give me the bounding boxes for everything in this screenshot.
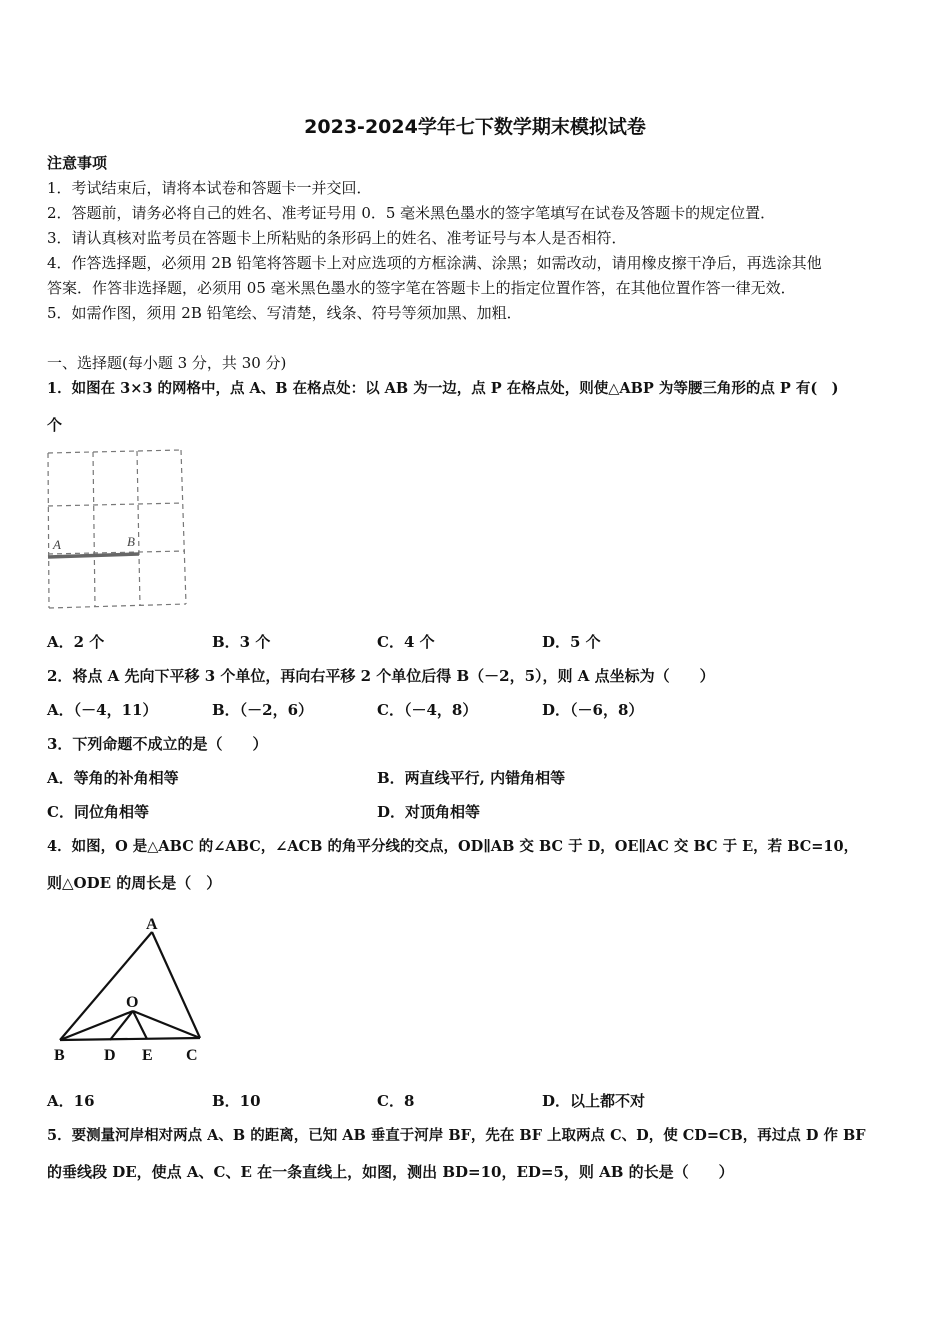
notice-item: 答案．作答非选择题，必须用 05 毫米黑色墨水的签字笔在答题卡上的指定位置作答，在其他位置作答一律无效． <box>47 279 796 297</box>
q4-option-a[interactable]: A．16 <box>47 1092 95 1110</box>
q3-option-c[interactable]: C．同位角相等 <box>47 803 149 821</box>
q4-label-a: A <box>146 916 158 933</box>
q1-segment-ab <box>48 554 139 557</box>
notice-item: 2．答题前，请务必将自己的姓名、准考证号用 0．5 毫米黑色墨水的签字笔填写在试卷及答题卡的规定位置． <box>47 204 776 222</box>
q4-triangle-figure <box>46 910 216 1070</box>
q2-stem: 2．将点 A 先向下平移 3 个单位，再向右平移 2 个单位后得 B（－2，5），则 A 点坐标为（ ） <box>47 667 715 685</box>
q4-label-o: O <box>126 994 139 1011</box>
notice-item: 4．作答选择题，必须用 2B 铅笔将答题卡上对应选项的方框涂满、涂黑；如需改动，请用橡皮擦干净后，再选涂其他 <box>47 254 822 272</box>
notice-item: 3．请认真核对监考员在答题卡上所粘贴的条形码上的姓名、准考证号与本人是否相符． <box>47 229 627 247</box>
notice-item: 1．考试结束后，请将本试卷和答题卡一并交回． <box>47 179 372 197</box>
q4-label-d: D <box>104 1047 116 1064</box>
q4-option-d[interactable]: D．以上都不对 <box>542 1092 646 1110</box>
q1-option-c[interactable]: C．4 个 <box>377 633 435 651</box>
q2-option-b[interactable]: B．（－2，6） <box>212 701 314 719</box>
q1-stem-cont: 个 <box>47 416 63 434</box>
notice-heading: 注意事项 <box>47 154 108 172</box>
q4-stem: 4．如图，O 是△ABC 的∠ABC，∠ACB 的角平分线的交点，OD∥AB 交 BC 于 D，OE∥AC 交 BC 于 E，若 BC=10， <box>47 838 859 855</box>
page-title: 2023-2024学年七下数学期末模拟试卷 <box>304 116 646 138</box>
section-heading: 一、选择题(每小题 3 分，共 30 分) <box>47 354 287 372</box>
q3-stem: 3．下列命题不成立的是（ ） <box>47 735 268 753</box>
q3-option-d[interactable]: D．对顶角相等 <box>377 803 481 821</box>
q4-label-c: C <box>186 1047 198 1064</box>
q4-stem-cont: 则△ODE 的周长是（ ） <box>47 874 222 892</box>
notice-item: 5．如需作图，须用 2B 铅笔绘、写清楚，线条、符号等须加黑、加粗． <box>47 304 522 322</box>
q1-stem: 1．如图在 3×3 的网格中，点 A、B 在格点处：以 AB 为一边，点 P 在格点处，则使△ABP 为等腰三角形的点 P 有( ) <box>47 380 839 397</box>
q2-option-d[interactable]: D．（－6，8） <box>542 701 644 719</box>
q4-label-e: E <box>142 1047 153 1064</box>
q1-grid-figure <box>44 448 190 614</box>
q5-stem: 5．要测量河岸相对两点 A、B 的距离，已知 AB 垂直于河岸 BF，先在 BF 上取两点 C、D，使 CD=CB，再过点 D 作 BF <box>47 1127 866 1144</box>
q2-option-a[interactable]: A．（－4，11） <box>47 701 158 719</box>
q1-label-a: A <box>53 537 61 552</box>
q2-option-c[interactable]: C．（－4，8） <box>377 701 478 719</box>
q1-label-b: B <box>127 534 135 549</box>
q4-option-b[interactable]: B．10 <box>212 1092 261 1110</box>
q3-option-b[interactable]: B．两直线平行, 内错角相等 <box>377 769 566 787</box>
q5-stem-cont: 的垂线段 DE，使点 A、C、E 在一条直线上，如图，测出 BD=10，ED=5，则 AB 的长是（ ） <box>47 1163 734 1181</box>
q4-label-b: B <box>54 1047 65 1064</box>
q1-option-d[interactable]: D．5 个 <box>542 633 601 651</box>
q3-option-a[interactable]: A．等角的补角相等 <box>47 769 179 787</box>
q1-option-b[interactable]: B．3 个 <box>212 633 271 651</box>
q1-option-a[interactable]: A．2 个 <box>47 633 105 651</box>
q4-option-c[interactable]: C．8 <box>377 1092 415 1110</box>
